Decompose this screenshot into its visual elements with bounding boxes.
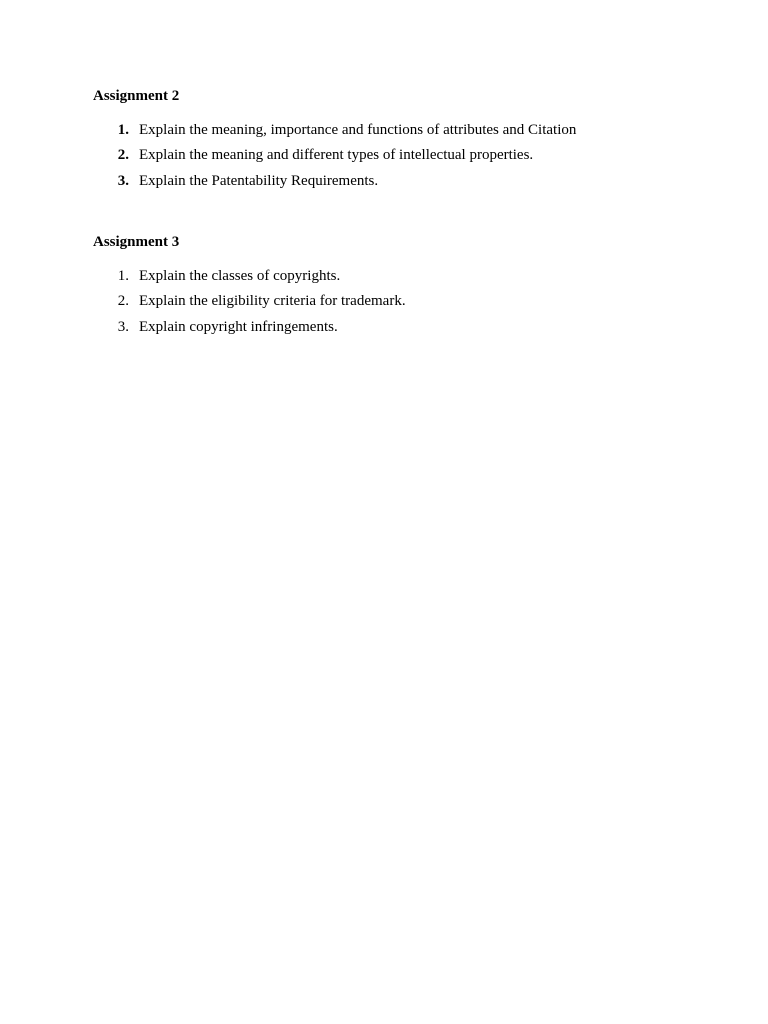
question-list: [93, 267, 713, 343]
question-number: 2.: [117, 147, 129, 164]
assignment-heading: Assignment 2: [93, 88, 180, 104]
assignment-2-section: [93, 86, 713, 197]
question-item: [93, 146, 713, 171]
question-number: 3.: [117, 172, 129, 189]
assignment-heading: Assignment 3: [93, 234, 180, 250]
question-text: Explain the eligibility criteria for trademark.: [139, 293, 406, 310]
question-text: Explain copyright infringements.: [139, 318, 338, 335]
question-item: [93, 121, 713, 146]
question-text: Explain the meaning, importance and functions of attributes and Citation: [139, 122, 577, 138]
question-item: [93, 318, 713, 343]
question-number: 1.: [117, 268, 129, 284]
question-number: 1.: [117, 122, 129, 138]
question-text: Explain the Patentability Requirements.: [139, 172, 379, 189]
question-item: [93, 267, 713, 292]
question-number: 3.: [117, 318, 129, 335]
question-number: 2.: [117, 293, 129, 310]
question-text: Explain the classes of copyrights.: [139, 268, 341, 284]
question-text: Explain the meaning and different types of intellectual properties.: [139, 147, 534, 164]
question-item: [93, 292, 713, 317]
assignment-3-section: [93, 232, 713, 343]
question-item: [93, 172, 713, 197]
question-list: [93, 121, 713, 197]
